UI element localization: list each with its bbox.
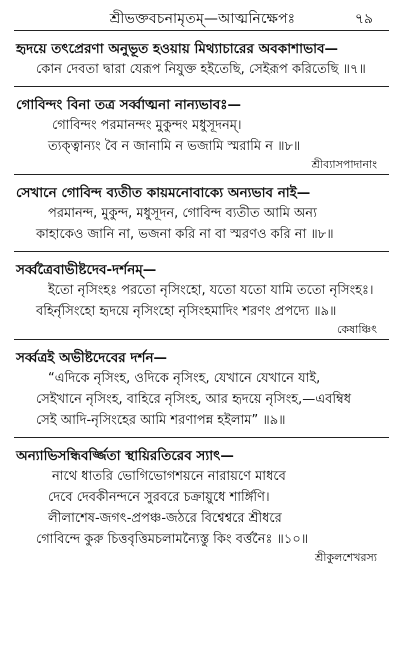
section-5 [16, 348, 383, 431]
section-divider [14, 339, 389, 340]
verse-line: কোন দেবতা দ্বারা যেরূপ নিযুক্ত হইতেছি, সেইরূপ করিতেছি ॥৭॥ [36, 62, 366, 77]
section-heading: অন্যাভিসন্ধিবর্জ্জিতা স্থায়িরতিরেব স্যাৎ— [16, 448, 234, 464]
verse-line: গোবিন্দং পরমানন্দং মুকুন্দং মধুসূদনম্‌। [52, 118, 242, 133]
verse-attribution: কেষাঞ্চিৎ [336, 323, 377, 336]
section-1 [16, 39, 383, 80]
verse-line: সেই আদি-নৃসিংহের আমি শরণাপন্ন হইলাম” ॥৯॥ [36, 413, 286, 428]
verse-line: নাথে ধাতরি ভোগিভোগশয়নে নারায়ণে মাধবে [52, 469, 286, 484]
verse-line: গোবিন্দে কুরু চিত্তবৃত্তিমচলামন্যৈস্তু কিং বর্ত্তনৈঃ ॥১০॥ [36, 532, 309, 547]
section-heading: সেখানে গোবিন্দ ব্যতীত কায়মনোবাক্যে অন্যভাব নাই— [16, 185, 311, 201]
verse-line: “এদিকে নৃসিংহ, ওদিকে নৃসিংহ, যেখানে যেখানে যাই, [48, 371, 321, 386]
section-divider [14, 86, 389, 87]
verse-line: লীলাশেষ-জগৎ-প্রপঞ্চ-জঠরে বিশ্বেশ্বরে শ্রীধরে [48, 511, 282, 526]
verse-line: ত্যক্ত্বান্যং বৈ ন জানামি ন ভজামি স্মরামি ন ॥৮॥ [48, 139, 301, 154]
page-number: ৭৯ [354, 11, 373, 27]
section-divider [14, 174, 389, 175]
section-heading: সর্ব্বত্রৈবাভীষ্টদেব-দর্শনম্‌— [16, 262, 157, 278]
section-4 [16, 260, 383, 337]
section-6 [16, 446, 383, 565]
verse-line: ইতো নৃসিংহঃ পরতো নৃসিংহো, যতো যতো যামি ততো নৃসিংহঃ। [48, 283, 374, 298]
section-heading: সর্ব্বত্রই অভীষ্টদেবের দর্শন— [16, 350, 168, 366]
verse-line: বহির্নৃসিংহো হৃদয়ে নৃসিংহো নৃসিংহমাদিং শরণং প্রপদ্যে ॥৯॥ [36, 304, 337, 319]
section-2 [16, 95, 383, 172]
verse-line: পরমানন্দ, মুকুন্দ, মধুসূদন, গোবিন্দ ব্যতীত আমি অন্য [48, 206, 317, 221]
verse-attribution: শ্রীকুলশেখরস্য [315, 551, 377, 564]
section-heading: হৃদয়ে তৎপ্রেরণা অনুভূত হওয়ায় মিথ্যাচারের অবকাশাভাব— [16, 41, 339, 57]
section-divider [14, 437, 389, 438]
section-heading: গোবিন্দং বিনা তত্র সর্ব্বাত্মনা নান্যভাবঃ— [16, 97, 241, 113]
verse-line: সেইখানে নৃসিংহ, বাহিরে নৃসিংহ, আর হৃদয়ে নৃসিংহ,—এবম্বিধ [36, 392, 352, 407]
section-3 [16, 183, 383, 245]
verse-line: কাহাকেও জানি না, ভজনা করি না বা স্মরণও করি না ॥৮॥ [36, 227, 334, 242]
section-divider [14, 251, 389, 252]
running-title: শ্রীভক্তবচনামৃতম্‌—আত্মনিক্ষেপঃ [109, 11, 296, 27]
running-header [22, 0, 383, 30]
verse-attribution: শ্রীব্যাসপাদানাং [311, 158, 377, 171]
verse-line: দেবে দেবকীনন্দনে সুরবরে চক্রায়ুধে শার্ঙ্গিণি। [48, 490, 270, 505]
